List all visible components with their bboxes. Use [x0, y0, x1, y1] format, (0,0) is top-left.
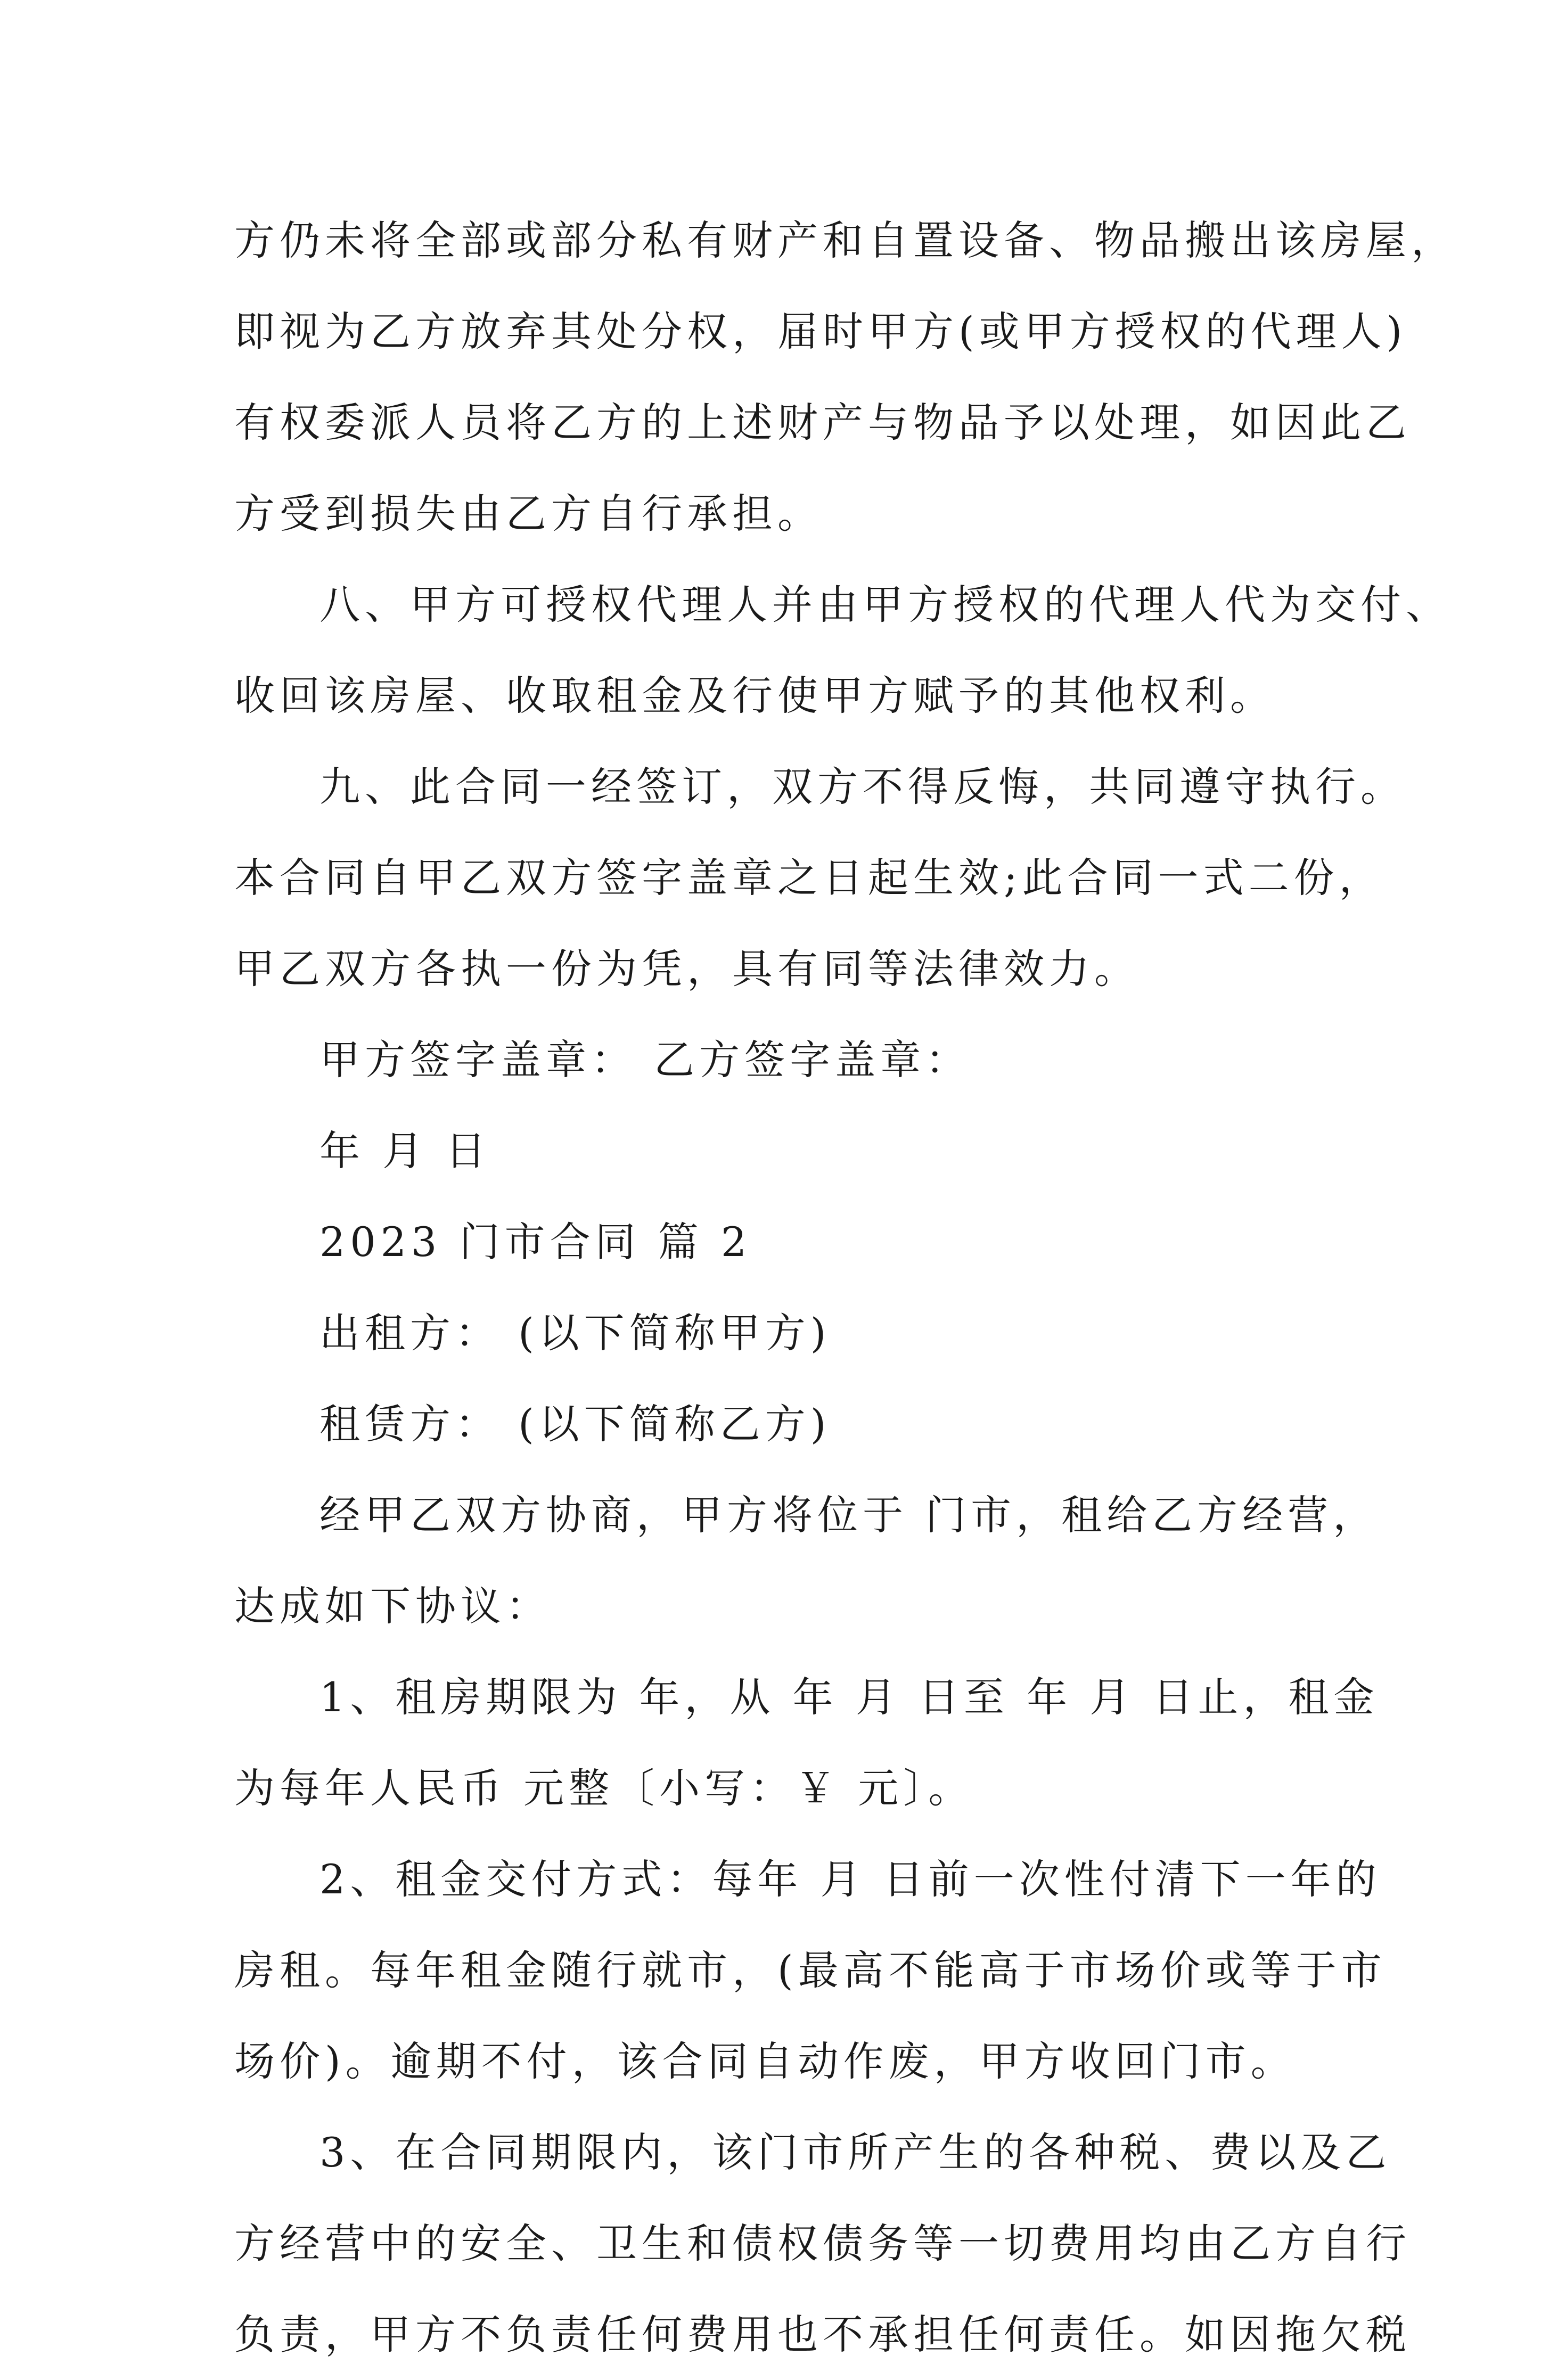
text-line: 1、租房期限为 年，从 年 月 日至 年 月 日止，租金 [319, 1673, 1379, 1721]
text-line: 方仍未将全部或部分私有财产和自置设备、物品搬出该房屋， [234, 217, 1456, 264]
text-line: 有权委派人员将乙方的上述财产与物品予以处理，如因此乙 [234, 399, 1411, 446]
text-line: 2、租金交付方式：每年 月 日前一次性付清下一年的 [319, 1856, 1381, 1903]
text-line: 方经营中的安全、卫生和债权债务等一切费用均由乙方自行 [234, 2220, 1411, 2267]
text-line: 出租方： (以下简称甲方) [319, 1309, 831, 1357]
text-line: 达成如下协议： [234, 1582, 551, 1630]
text-line: 本合同自甲乙双方签字盖章之日起生效;此合同一式二份， [234, 854, 1384, 901]
text-line: 甲方签字盖章： 乙方签字盖章： [319, 1036, 971, 1084]
document-body [234, 195, 1456, 2380]
text-line: 即视为乙方放弃其处分权，届时甲方(或甲方授权的代理人) [234, 308, 1407, 355]
text-line: 甲乙双方各执一份为凭，具有同等法律效力。 [234, 945, 1140, 992]
text-line: 负责，甲方不负责任何费用也不承担任何责任。如因拖欠税 [234, 2311, 1411, 2358]
text-line: 年 月 日 [319, 1127, 491, 1175]
text-line: 租赁方： (以下简称乙方) [319, 1400, 831, 1448]
text-line: 2023 门市合同 篇 2 [319, 1218, 752, 1266]
text-line: 经甲乙双方协商，甲方将位于 门市，租给乙方经营， [319, 1491, 1379, 1539]
text-line: 收回该房屋、收取租金及行使甲方赋予的其他权利。 [234, 672, 1275, 719]
text-line: 为每年人民币 元整〔小写：￥ 元〕。 [234, 1765, 974, 1812]
text-line: 八、甲方可授权代理人并由甲方授权的代理人代为交付、 [319, 581, 1451, 628]
text-line: 场价)。逾期不付，该合同自动作废，甲方收回门市。 [234, 2038, 1296, 2085]
text-line: 九、此合同一经签订，双方不得反悔，共同遵守执行。 [319, 763, 1406, 810]
text-line: 方受到损失由乙方自行承担。 [234, 490, 823, 537]
text-line: 房租。每年租金随行就市，(最高不能高于市场价或等于市 [234, 1947, 1387, 1994]
text-line: 3、在合同期限内，该门市所产生的各种税、费以及乙 [319, 2129, 1391, 2176]
